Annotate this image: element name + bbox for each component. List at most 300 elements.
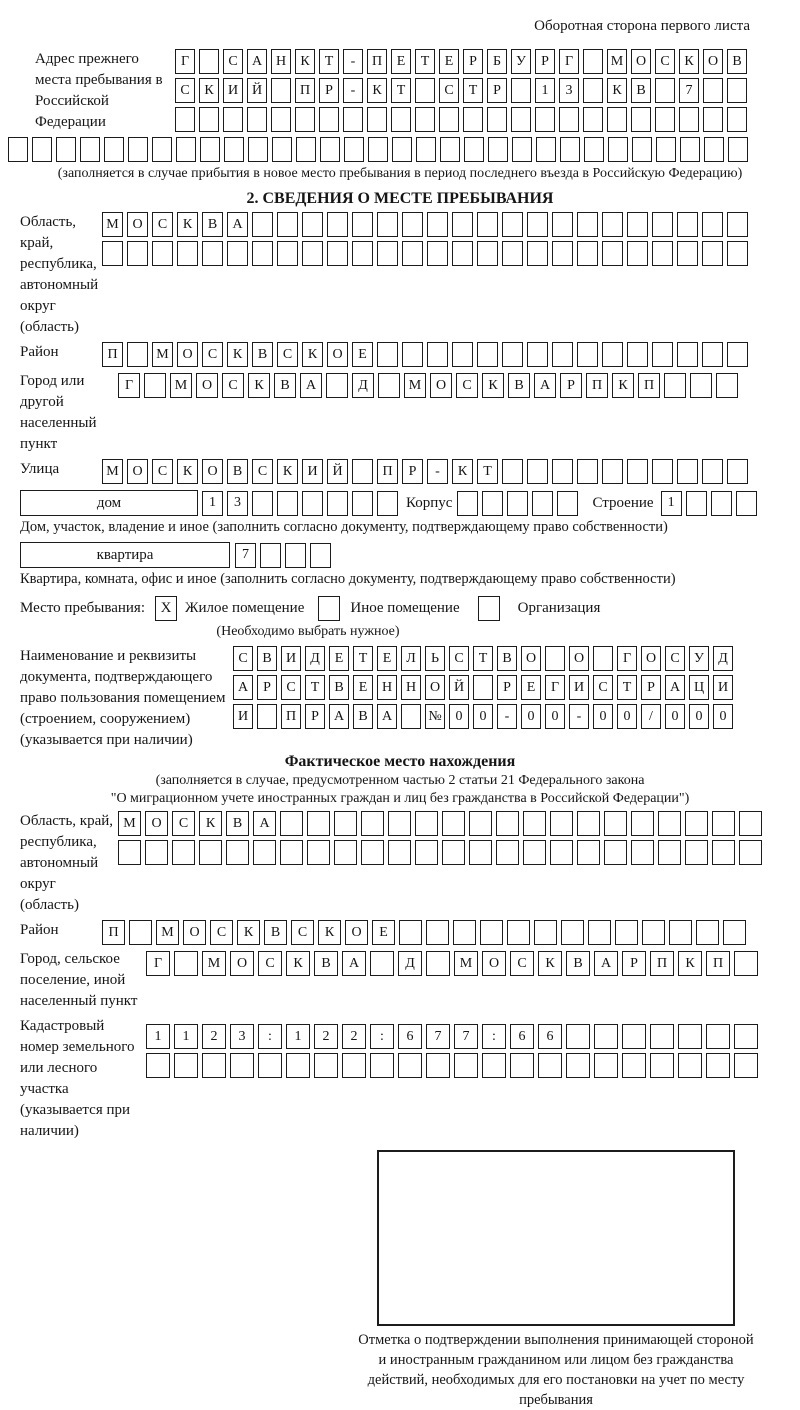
- char-cell[interactable]: [296, 137, 316, 162]
- char-cell[interactable]: [344, 137, 364, 162]
- char-cell[interactable]: [502, 342, 523, 367]
- char-cell[interactable]: [577, 840, 600, 865]
- char-cell[interactable]: [607, 107, 627, 132]
- char-cell[interactable]: С: [172, 811, 195, 836]
- char-cell[interactable]: [334, 840, 357, 865]
- char-cell[interactable]: С: [291, 920, 314, 945]
- char-cell[interactable]: К: [482, 373, 504, 398]
- char-cell[interactable]: 1: [661, 491, 682, 516]
- char-cell[interactable]: [566, 1053, 590, 1078]
- char-cell[interactable]: К: [367, 78, 387, 103]
- char-cell[interactable]: :: [482, 1024, 506, 1049]
- char-cell[interactable]: [678, 1053, 702, 1078]
- char-cell[interactable]: [627, 241, 648, 266]
- char-cell[interactable]: [552, 212, 573, 237]
- char-cell[interactable]: [286, 1053, 310, 1078]
- char-cell[interactable]: -: [427, 459, 448, 484]
- char-cell[interactable]: [453, 920, 476, 945]
- char-cell[interactable]: М: [152, 342, 173, 367]
- char-cell[interactable]: О: [430, 373, 452, 398]
- char-cell[interactable]: С: [258, 951, 282, 976]
- char-cell[interactable]: [452, 342, 473, 367]
- char-cell[interactable]: Г: [617, 646, 637, 671]
- char-cell[interactable]: [631, 107, 651, 132]
- char-cell[interactable]: Ь: [425, 646, 445, 671]
- char-cell[interactable]: [463, 107, 483, 132]
- char-cell[interactable]: [703, 78, 723, 103]
- char-cell[interactable]: [129, 920, 152, 945]
- char-cell[interactable]: [677, 459, 698, 484]
- char-cell[interactable]: К: [286, 951, 310, 976]
- char-cell[interactable]: А: [227, 212, 248, 237]
- char-cell[interactable]: -: [497, 704, 517, 729]
- char-cell[interactable]: [664, 373, 686, 398]
- char-cell[interactable]: П: [638, 373, 660, 398]
- char-cell[interactable]: [202, 241, 223, 266]
- char-cell[interactable]: К: [199, 78, 219, 103]
- char-cell[interactable]: Р: [319, 78, 339, 103]
- char-cell[interactable]: [177, 241, 198, 266]
- char-cell[interactable]: Т: [463, 78, 483, 103]
- char-cell[interactable]: [442, 840, 465, 865]
- char-cell[interactable]: К: [318, 920, 341, 945]
- char-cell[interactable]: [583, 107, 603, 132]
- char-cell[interactable]: А: [233, 675, 253, 700]
- char-cell[interactable]: [326, 373, 348, 398]
- char-cell[interactable]: [230, 1053, 254, 1078]
- char-cell[interactable]: Т: [391, 78, 411, 103]
- checkbox-residential[interactable]: X: [155, 596, 177, 621]
- char-cell[interactable]: [511, 107, 531, 132]
- char-cell[interactable]: К: [277, 459, 298, 484]
- char-cell[interactable]: [584, 137, 604, 162]
- char-cell[interactable]: [602, 342, 623, 367]
- char-cell[interactable]: [199, 840, 222, 865]
- checkbox-organization[interactable]: [478, 596, 500, 621]
- char-cell[interactable]: [307, 811, 330, 836]
- char-cell[interactable]: [252, 212, 273, 237]
- char-cell[interactable]: [145, 840, 168, 865]
- char-cell[interactable]: А: [665, 675, 685, 700]
- char-cell[interactable]: [302, 241, 323, 266]
- char-cell[interactable]: [652, 212, 673, 237]
- char-cell[interactable]: [523, 811, 546, 836]
- char-cell[interactable]: Д: [398, 951, 422, 976]
- char-cell[interactable]: 1: [535, 78, 555, 103]
- char-cell[interactable]: [477, 212, 498, 237]
- char-cell[interactable]: И: [233, 704, 253, 729]
- char-cell[interactable]: 3: [230, 1024, 254, 1049]
- char-cell[interactable]: [655, 107, 675, 132]
- char-cell[interactable]: В: [227, 459, 248, 484]
- char-cell[interactable]: А: [377, 704, 397, 729]
- char-cell[interactable]: [223, 107, 243, 132]
- char-cell[interactable]: 0: [617, 704, 637, 729]
- char-cell[interactable]: [502, 212, 523, 237]
- char-cell[interactable]: [561, 920, 584, 945]
- char-cell[interactable]: [427, 342, 448, 367]
- char-cell[interactable]: В: [353, 704, 373, 729]
- char-cell[interactable]: Р: [622, 951, 646, 976]
- char-cell[interactable]: [258, 1053, 282, 1078]
- char-cell[interactable]: Т: [617, 675, 637, 700]
- char-cell[interactable]: Т: [305, 675, 325, 700]
- char-cell[interactable]: [487, 107, 507, 132]
- char-cell[interactable]: [734, 951, 758, 976]
- char-cell[interactable]: [712, 840, 735, 865]
- char-cell[interactable]: 0: [521, 704, 541, 729]
- char-cell[interactable]: [174, 951, 198, 976]
- char-cell[interactable]: [739, 811, 762, 836]
- char-cell[interactable]: [415, 107, 435, 132]
- char-cell[interactable]: [706, 1024, 730, 1049]
- char-cell[interactable]: [496, 840, 519, 865]
- char-cell[interactable]: [367, 107, 387, 132]
- char-cell[interactable]: [104, 137, 124, 162]
- char-cell[interactable]: В: [314, 951, 338, 976]
- char-cell[interactable]: [658, 811, 681, 836]
- char-cell[interactable]: [527, 212, 548, 237]
- char-cell[interactable]: Д: [305, 646, 325, 671]
- char-cell[interactable]: М: [454, 951, 478, 976]
- char-cell[interactable]: [302, 212, 323, 237]
- char-cell[interactable]: [480, 920, 503, 945]
- char-cell[interactable]: А: [594, 951, 618, 976]
- char-cell[interactable]: С: [277, 342, 298, 367]
- char-cell[interactable]: Е: [372, 920, 395, 945]
- char-cell[interactable]: [652, 241, 673, 266]
- char-cell[interactable]: [627, 212, 648, 237]
- char-cell[interactable]: [690, 373, 712, 398]
- char-cell[interactable]: 6: [538, 1024, 562, 1049]
- char-cell[interactable]: О: [230, 951, 254, 976]
- char-cell[interactable]: [538, 1053, 562, 1078]
- char-cell[interactable]: [477, 342, 498, 367]
- char-cell[interactable]: О: [145, 811, 168, 836]
- char-cell[interactable]: [685, 840, 708, 865]
- char-cell[interactable]: [650, 1024, 674, 1049]
- char-cell[interactable]: К: [177, 212, 198, 237]
- char-cell[interactable]: /: [641, 704, 661, 729]
- char-cell[interactable]: [577, 342, 598, 367]
- char-cell[interactable]: О: [631, 49, 651, 74]
- char-cell[interactable]: К: [678, 951, 702, 976]
- char-cell[interactable]: 0: [449, 704, 469, 729]
- char-cell[interactable]: С: [593, 675, 613, 700]
- char-cell[interactable]: [550, 840, 573, 865]
- char-cell[interactable]: Р: [257, 675, 277, 700]
- char-cell[interactable]: [604, 840, 627, 865]
- char-cell[interactable]: [452, 241, 473, 266]
- char-cell[interactable]: [260, 543, 281, 568]
- char-cell[interactable]: [604, 811, 627, 836]
- char-cell[interactable]: [627, 459, 648, 484]
- char-cell[interactable]: Е: [329, 646, 349, 671]
- char-cell[interactable]: [631, 840, 654, 865]
- char-cell[interactable]: У: [689, 646, 709, 671]
- char-cell[interactable]: [277, 491, 298, 516]
- char-cell[interactable]: О: [641, 646, 661, 671]
- char-cell[interactable]: [655, 78, 675, 103]
- char-cell[interactable]: В: [497, 646, 517, 671]
- char-cell[interactable]: [226, 840, 249, 865]
- char-cell[interactable]: [127, 342, 148, 367]
- char-cell[interactable]: Ц: [689, 675, 709, 700]
- char-cell[interactable]: [118, 840, 141, 865]
- char-cell[interactable]: П: [281, 704, 301, 729]
- char-cell[interactable]: [652, 342, 673, 367]
- char-cell[interactable]: К: [302, 342, 323, 367]
- house-box[interactable]: дом: [20, 490, 198, 516]
- char-cell[interactable]: -: [343, 49, 363, 74]
- char-cell[interactable]: К: [177, 459, 198, 484]
- char-cell[interactable]: [727, 212, 748, 237]
- char-cell[interactable]: [271, 107, 291, 132]
- char-cell[interactable]: В: [508, 373, 530, 398]
- char-cell[interactable]: [427, 212, 448, 237]
- char-cell[interactable]: П: [586, 373, 608, 398]
- char-cell[interactable]: 0: [689, 704, 709, 729]
- char-cell[interactable]: [252, 491, 273, 516]
- char-cell[interactable]: [32, 137, 52, 162]
- char-cell[interactable]: [426, 920, 449, 945]
- char-cell[interactable]: [552, 459, 573, 484]
- char-cell[interactable]: К: [295, 49, 315, 74]
- char-cell[interactable]: П: [650, 951, 674, 976]
- char-cell[interactable]: [696, 920, 719, 945]
- char-cell[interactable]: Й: [449, 675, 469, 700]
- char-cell[interactable]: В: [727, 49, 747, 74]
- char-cell[interactable]: [593, 646, 613, 671]
- char-cell[interactable]: 2: [314, 1024, 338, 1049]
- char-cell[interactable]: О: [202, 459, 223, 484]
- char-cell[interactable]: О: [482, 951, 506, 976]
- char-cell[interactable]: А: [342, 951, 366, 976]
- char-cell[interactable]: [650, 1053, 674, 1078]
- char-cell[interactable]: [727, 459, 748, 484]
- char-cell[interactable]: 0: [473, 704, 493, 729]
- char-cell[interactable]: 1: [202, 491, 223, 516]
- char-cell[interactable]: 7: [426, 1024, 450, 1049]
- char-cell[interactable]: Л: [401, 646, 421, 671]
- char-cell[interactable]: 6: [510, 1024, 534, 1049]
- char-cell[interactable]: К: [452, 459, 473, 484]
- char-cell[interactable]: [277, 212, 298, 237]
- char-cell[interactable]: [271, 78, 291, 103]
- char-cell[interactable]: [669, 920, 692, 945]
- char-cell[interactable]: [706, 1053, 730, 1078]
- char-cell[interactable]: М: [202, 951, 226, 976]
- char-cell[interactable]: -: [569, 704, 589, 729]
- char-cell[interactable]: [686, 491, 707, 516]
- char-cell[interactable]: [152, 137, 172, 162]
- char-cell[interactable]: [402, 342, 423, 367]
- char-cell[interactable]: С: [210, 920, 233, 945]
- char-cell[interactable]: Д: [352, 373, 374, 398]
- char-cell[interactable]: [343, 107, 363, 132]
- char-cell[interactable]: [102, 241, 123, 266]
- char-cell[interactable]: Е: [391, 49, 411, 74]
- char-cell[interactable]: [734, 1024, 758, 1049]
- char-cell[interactable]: Р: [641, 675, 661, 700]
- char-cell[interactable]: [402, 241, 423, 266]
- char-cell[interactable]: [402, 212, 423, 237]
- char-cell[interactable]: Е: [377, 646, 397, 671]
- char-cell[interactable]: [415, 840, 438, 865]
- char-cell[interactable]: М: [607, 49, 627, 74]
- char-cell[interactable]: [199, 49, 219, 74]
- char-cell[interactable]: [532, 491, 553, 516]
- char-cell[interactable]: М: [170, 373, 192, 398]
- char-cell[interactable]: О: [127, 459, 148, 484]
- char-cell[interactable]: В: [264, 920, 287, 945]
- char-cell[interactable]: [174, 1053, 198, 1078]
- char-cell[interactable]: [583, 49, 603, 74]
- char-cell[interactable]: [482, 1053, 506, 1078]
- char-cell[interactable]: [277, 241, 298, 266]
- char-cell[interactable]: [511, 78, 531, 103]
- char-cell[interactable]: [377, 212, 398, 237]
- char-cell[interactable]: :: [370, 1024, 394, 1049]
- char-cell[interactable]: [439, 107, 459, 132]
- char-cell[interactable]: [559, 107, 579, 132]
- char-cell[interactable]: А: [534, 373, 556, 398]
- char-cell[interactable]: [727, 78, 747, 103]
- char-cell[interactable]: Е: [521, 675, 541, 700]
- char-cell[interactable]: [146, 1053, 170, 1078]
- char-cell[interactable]: [128, 137, 148, 162]
- char-cell[interactable]: С: [510, 951, 534, 976]
- char-cell[interactable]: С: [281, 675, 301, 700]
- char-cell[interactable]: Р: [487, 78, 507, 103]
- apartment-box[interactable]: квартира: [20, 542, 230, 568]
- char-cell[interactable]: [257, 704, 277, 729]
- char-cell[interactable]: С: [655, 49, 675, 74]
- char-cell[interactable]: [285, 543, 306, 568]
- char-cell[interactable]: К: [538, 951, 562, 976]
- char-cell[interactable]: [512, 137, 532, 162]
- char-cell[interactable]: Р: [463, 49, 483, 74]
- char-cell[interactable]: [677, 241, 698, 266]
- char-cell[interactable]: И: [713, 675, 733, 700]
- char-cell[interactable]: [678, 1024, 702, 1049]
- char-cell[interactable]: С: [456, 373, 478, 398]
- char-cell[interactable]: [577, 811, 600, 836]
- char-cell[interactable]: [527, 459, 548, 484]
- char-cell[interactable]: К: [679, 49, 699, 74]
- char-cell[interactable]: -: [343, 78, 363, 103]
- char-cell[interactable]: [550, 811, 573, 836]
- char-cell[interactable]: [248, 137, 268, 162]
- char-cell[interactable]: [127, 241, 148, 266]
- char-cell[interactable]: [401, 704, 421, 729]
- char-cell[interactable]: [469, 811, 492, 836]
- char-cell[interactable]: [473, 675, 493, 700]
- char-cell[interactable]: В: [226, 811, 249, 836]
- char-cell[interactable]: [727, 342, 748, 367]
- char-cell[interactable]: [247, 107, 267, 132]
- char-cell[interactable]: [388, 840, 411, 865]
- char-cell[interactable]: П: [706, 951, 730, 976]
- char-cell[interactable]: О: [177, 342, 198, 367]
- char-cell[interactable]: [527, 342, 548, 367]
- char-cell[interactable]: С: [152, 459, 173, 484]
- char-cell[interactable]: [594, 1024, 618, 1049]
- char-cell[interactable]: [314, 1053, 338, 1078]
- char-cell[interactable]: [388, 811, 411, 836]
- char-cell[interactable]: №: [425, 704, 445, 729]
- char-cell[interactable]: В: [257, 646, 277, 671]
- char-cell[interactable]: [702, 212, 723, 237]
- char-cell[interactable]: Г: [559, 49, 579, 74]
- char-cell[interactable]: [502, 241, 523, 266]
- char-cell[interactable]: Р: [402, 459, 423, 484]
- char-cell[interactable]: Й: [327, 459, 348, 484]
- checkbox-other-premises[interactable]: [318, 596, 340, 621]
- char-cell[interactable]: Р: [560, 373, 582, 398]
- char-cell[interactable]: О: [345, 920, 368, 945]
- char-cell[interactable]: О: [327, 342, 348, 367]
- char-cell[interactable]: 0: [713, 704, 733, 729]
- char-cell[interactable]: П: [367, 49, 387, 74]
- char-cell[interactable]: [702, 241, 723, 266]
- char-cell[interactable]: [392, 137, 412, 162]
- char-cell[interactable]: [704, 137, 724, 162]
- char-cell[interactable]: [680, 137, 700, 162]
- char-cell[interactable]: [378, 373, 400, 398]
- char-cell[interactable]: [319, 107, 339, 132]
- char-cell[interactable]: [295, 107, 315, 132]
- char-cell[interactable]: Е: [439, 49, 459, 74]
- char-cell[interactable]: [577, 212, 598, 237]
- char-cell[interactable]: [588, 920, 611, 945]
- char-cell[interactable]: [602, 212, 623, 237]
- char-cell[interactable]: И: [569, 675, 589, 700]
- char-cell[interactable]: М: [102, 459, 123, 484]
- char-cell[interactable]: [377, 491, 398, 516]
- char-cell[interactable]: О: [183, 920, 206, 945]
- char-cell[interactable]: С: [233, 646, 253, 671]
- char-cell[interactable]: 0: [545, 704, 565, 729]
- char-cell[interactable]: Д: [713, 646, 733, 671]
- char-cell[interactable]: [716, 373, 738, 398]
- char-cell[interactable]: Е: [352, 342, 373, 367]
- char-cell[interactable]: [496, 811, 519, 836]
- char-cell[interactable]: Н: [377, 675, 397, 700]
- char-cell[interactable]: А: [329, 704, 349, 729]
- char-cell[interactable]: [227, 241, 248, 266]
- char-cell[interactable]: [711, 491, 732, 516]
- char-cell[interactable]: [352, 212, 373, 237]
- char-cell[interactable]: [442, 811, 465, 836]
- char-cell[interactable]: [80, 137, 100, 162]
- char-cell[interactable]: [398, 1053, 422, 1078]
- char-cell[interactable]: М: [102, 212, 123, 237]
- char-cell[interactable]: П: [295, 78, 315, 103]
- char-cell[interactable]: К: [248, 373, 270, 398]
- char-cell[interactable]: [144, 373, 166, 398]
- char-cell[interactable]: Й: [247, 78, 267, 103]
- char-cell[interactable]: [631, 811, 654, 836]
- char-cell[interactable]: [677, 212, 698, 237]
- char-cell[interactable]: [426, 1053, 450, 1078]
- char-cell[interactable]: Т: [353, 646, 373, 671]
- char-cell[interactable]: С: [439, 78, 459, 103]
- char-cell[interactable]: [457, 491, 478, 516]
- char-cell[interactable]: [622, 1053, 646, 1078]
- char-cell[interactable]: [327, 491, 348, 516]
- char-cell[interactable]: П: [377, 459, 398, 484]
